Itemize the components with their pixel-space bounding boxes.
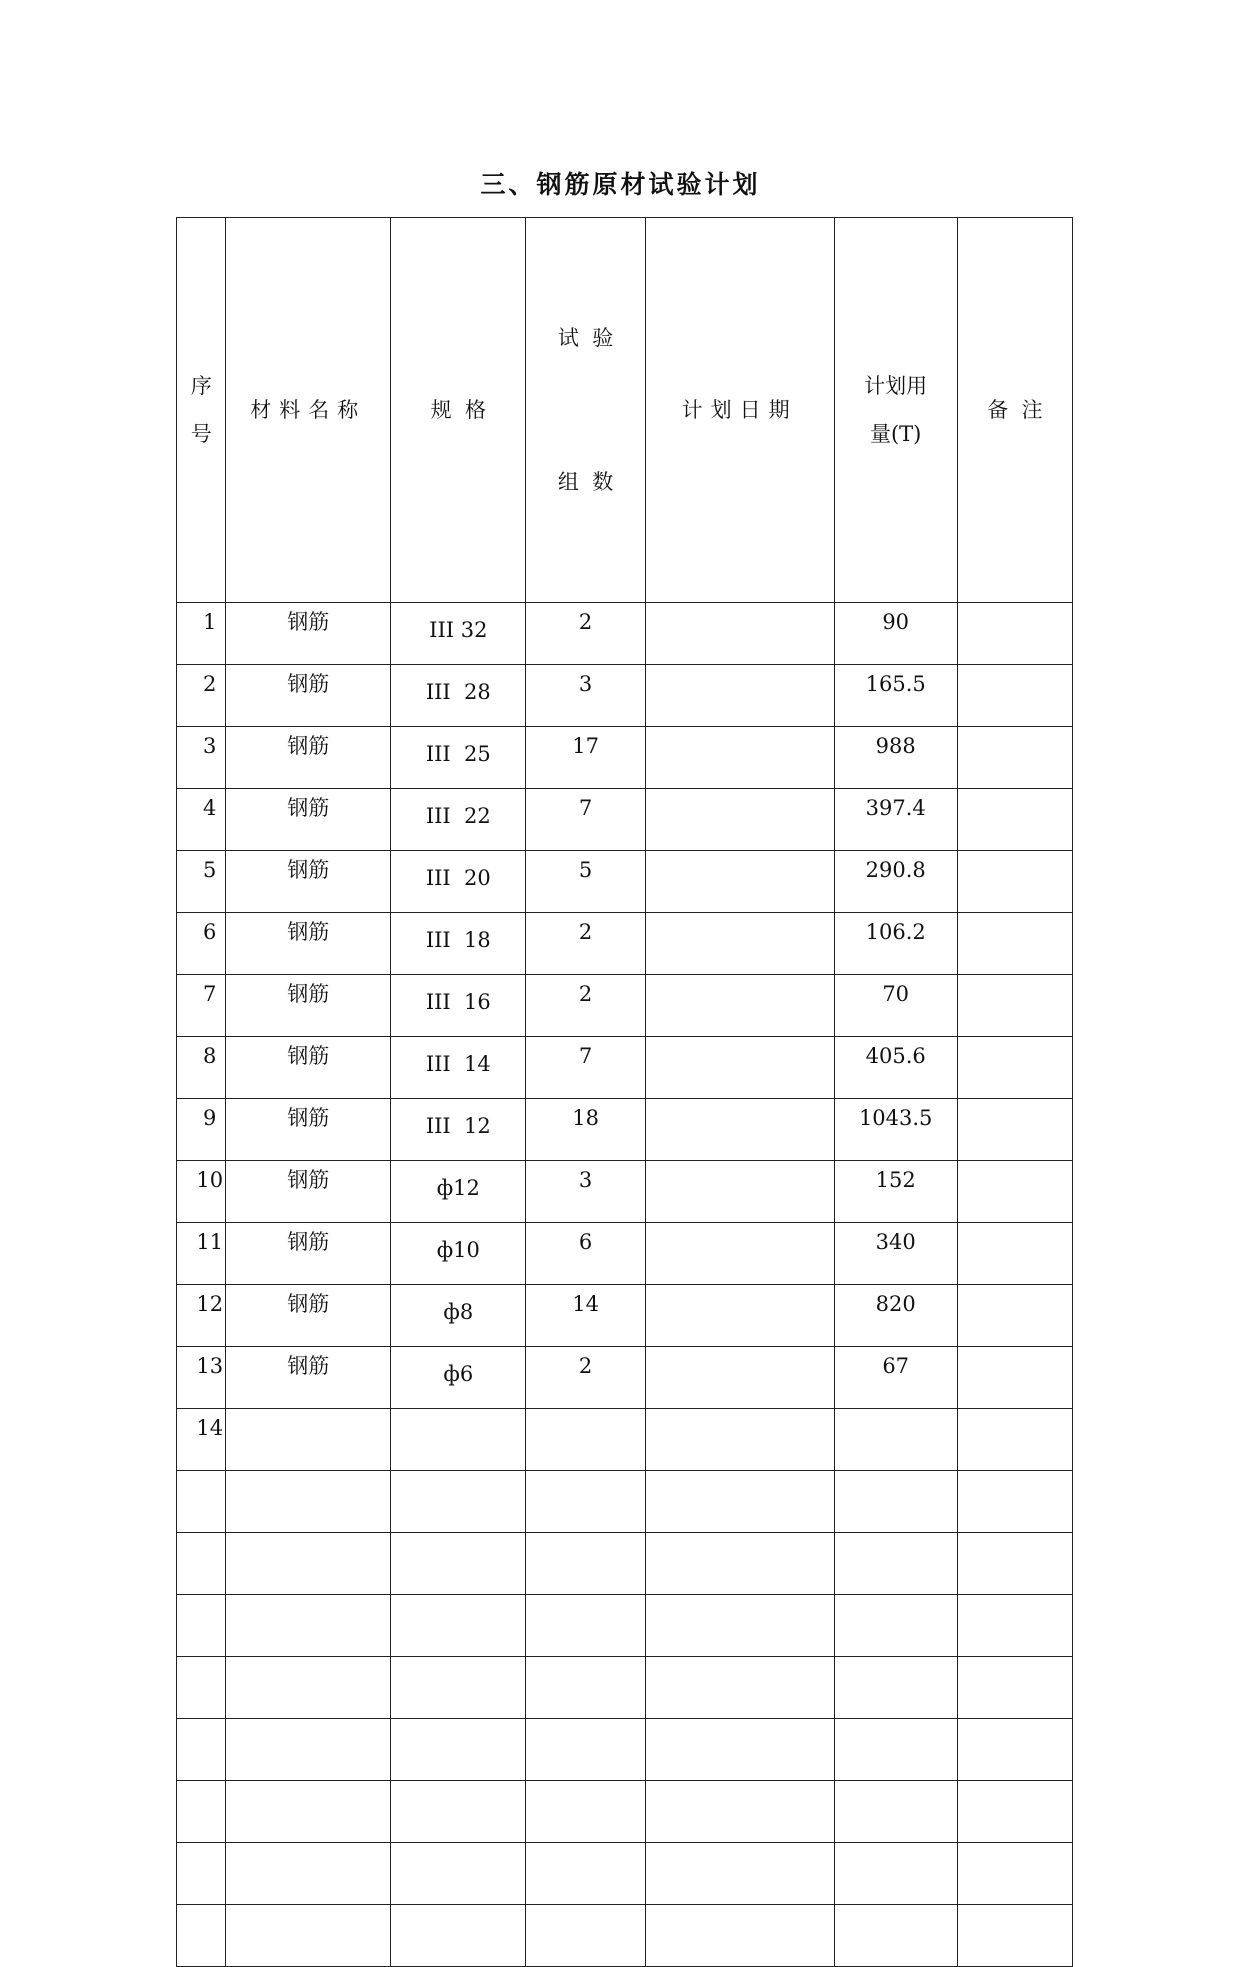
table-row bbox=[177, 1099, 1073, 1161]
cell-spec bbox=[391, 1781, 526, 1843]
cell-groups: 6 bbox=[526, 1223, 645, 1285]
table-row bbox=[177, 1533, 1073, 1595]
cell-remark bbox=[957, 1905, 1072, 1967]
cell-remark bbox=[957, 1409, 1072, 1471]
cell-date bbox=[645, 913, 834, 975]
cell-seq bbox=[177, 1905, 226, 1967]
cell-usage: 152 bbox=[834, 1161, 957, 1223]
cell-seq: 5 bbox=[177, 851, 226, 913]
cell-seq: 4 bbox=[177, 789, 226, 851]
cell-remark bbox=[957, 1781, 1072, 1843]
cell-usage: 165.5 bbox=[834, 665, 957, 727]
table-row bbox=[177, 913, 1073, 975]
cell-material: 钢筋 bbox=[226, 1285, 391, 1347]
table-row bbox=[177, 727, 1073, 789]
cell-usage bbox=[834, 1843, 957, 1905]
cell-groups: 17 bbox=[526, 727, 645, 789]
table-row bbox=[177, 665, 1073, 727]
table-row bbox=[177, 1719, 1073, 1781]
cell-remark bbox=[957, 1471, 1072, 1533]
cell-usage bbox=[834, 1471, 957, 1533]
cell-remark bbox=[957, 1595, 1072, 1657]
cell-usage: 70 bbox=[834, 975, 957, 1037]
cell-material: 钢筋 bbox=[226, 1161, 391, 1223]
cell-seq: 1 bbox=[177, 603, 226, 665]
cell-remark bbox=[957, 1533, 1072, 1595]
table-row bbox=[177, 603, 1073, 665]
cell-spec bbox=[391, 1719, 526, 1781]
cell-date bbox=[645, 1099, 834, 1161]
cell-material bbox=[226, 1471, 391, 1533]
header-row bbox=[177, 218, 1073, 603]
cell-spec bbox=[391, 1409, 526, 1471]
cell-remark bbox=[957, 1223, 1072, 1285]
page-title: 三、钢筋原材试验计划 bbox=[480, 170, 761, 199]
table-row bbox=[177, 1037, 1073, 1099]
table-body bbox=[177, 603, 1073, 1967]
cell-remark bbox=[957, 975, 1072, 1037]
cell-spec: III 28 bbox=[391, 665, 526, 727]
cell-groups: 3 bbox=[526, 665, 645, 727]
cell-groups bbox=[526, 1657, 645, 1719]
cell-spec: III 18 bbox=[391, 913, 526, 975]
cell-spec bbox=[391, 1533, 526, 1595]
cell-material bbox=[226, 1595, 391, 1657]
table-row bbox=[177, 1657, 1073, 1719]
cell-date bbox=[645, 1471, 834, 1533]
cell-groups bbox=[526, 1471, 645, 1533]
cell-date bbox=[645, 1781, 834, 1843]
cell-material bbox=[226, 1719, 391, 1781]
cell-usage: 397.4 bbox=[834, 789, 957, 851]
cell-date bbox=[645, 1037, 834, 1099]
cell-remark bbox=[957, 1099, 1072, 1161]
header-usage-line1: 计划用 bbox=[864, 374, 928, 398]
header-seq bbox=[177, 218, 226, 603]
table-row bbox=[177, 1905, 1073, 1967]
cell-seq: 12 bbox=[177, 1285, 226, 1347]
cell-groups: 5 bbox=[526, 851, 645, 913]
cell-seq: 9 bbox=[177, 1099, 226, 1161]
cell-date bbox=[645, 789, 834, 851]
cell-seq: 11 bbox=[177, 1223, 226, 1285]
table-row bbox=[177, 1161, 1073, 1223]
cell-usage: 290.8 bbox=[834, 851, 957, 913]
cell-groups: 7 bbox=[526, 789, 645, 851]
cell-groups: 7 bbox=[526, 1037, 645, 1099]
cell-groups bbox=[526, 1843, 645, 1905]
cell-date bbox=[645, 975, 834, 1037]
cell-spec: ф12 bbox=[391, 1161, 526, 1223]
cell-groups: 2 bbox=[526, 913, 645, 975]
header-groups-line2: 组 数 bbox=[557, 470, 614, 494]
cell-remark bbox=[957, 1285, 1072, 1347]
cell-material: 钢筋 bbox=[226, 1223, 391, 1285]
cell-material bbox=[226, 1781, 391, 1843]
cell-material: 钢筋 bbox=[226, 1037, 391, 1099]
table-row bbox=[177, 1285, 1073, 1347]
cell-remark bbox=[957, 603, 1072, 665]
cell-material: 钢筋 bbox=[226, 1347, 391, 1409]
cell-date bbox=[645, 1161, 834, 1223]
table-row bbox=[177, 1409, 1073, 1471]
cell-spec: III 25 bbox=[391, 727, 526, 789]
cell-material: 钢筋 bbox=[226, 603, 391, 665]
cell-spec: ф8 bbox=[391, 1285, 526, 1347]
cell-spec: III 12 bbox=[391, 1099, 526, 1161]
cell-seq bbox=[177, 1471, 226, 1533]
cell-date bbox=[645, 1843, 834, 1905]
cell-groups bbox=[526, 1905, 645, 1967]
header-groups bbox=[526, 218, 645, 603]
cell-seq: 2 bbox=[177, 665, 226, 727]
cell-spec: III 16 bbox=[391, 975, 526, 1037]
table-row bbox=[177, 1595, 1073, 1657]
cell-material: 钢筋 bbox=[226, 975, 391, 1037]
cell-groups: 2 bbox=[526, 1347, 645, 1409]
cell-seq bbox=[177, 1595, 226, 1657]
header-seq-line2: 号 bbox=[190, 422, 212, 446]
header-groups-line1: 试 验 bbox=[557, 326, 614, 350]
cell-material: 钢筋 bbox=[226, 913, 391, 975]
cell-groups: 2 bbox=[526, 975, 645, 1037]
cell-groups bbox=[526, 1409, 645, 1471]
cell-date bbox=[645, 1719, 834, 1781]
cell-remark bbox=[957, 851, 1072, 913]
cell-usage bbox=[834, 1595, 957, 1657]
cell-usage: 1043.5 bbox=[834, 1099, 957, 1161]
cell-seq bbox=[177, 1657, 226, 1719]
cell-groups: 18 bbox=[526, 1099, 645, 1161]
cell-remark bbox=[957, 727, 1072, 789]
cell-usage: 90 bbox=[834, 603, 957, 665]
cell-seq: 6 bbox=[177, 913, 226, 975]
cell-groups bbox=[526, 1533, 645, 1595]
cell-spec: III 20 bbox=[391, 851, 526, 913]
cell-groups: 3 bbox=[526, 1161, 645, 1223]
cell-material: 钢筋 bbox=[226, 1099, 391, 1161]
cell-usage: 340 bbox=[834, 1223, 957, 1285]
cell-remark bbox=[957, 1843, 1072, 1905]
cell-date bbox=[645, 1347, 834, 1409]
cell-usage: 106.2 bbox=[834, 913, 957, 975]
cell-seq: 7 bbox=[177, 975, 226, 1037]
cell-material: 钢筋 bbox=[226, 851, 391, 913]
cell-usage bbox=[834, 1781, 957, 1843]
cell-remark bbox=[957, 1657, 1072, 1719]
cell-date bbox=[645, 1657, 834, 1719]
cell-seq: 10 bbox=[177, 1161, 226, 1223]
cell-usage bbox=[834, 1533, 957, 1595]
cell-spec: ф6 bbox=[391, 1347, 526, 1409]
cell-remark bbox=[957, 1161, 1072, 1223]
cell-spec bbox=[391, 1843, 526, 1905]
cell-remark bbox=[957, 789, 1072, 851]
cell-date bbox=[645, 1223, 834, 1285]
cell-spec: III 22 bbox=[391, 789, 526, 851]
cell-remark bbox=[957, 665, 1072, 727]
cell-usage bbox=[834, 1657, 957, 1719]
header-usage bbox=[834, 218, 957, 603]
header-seq-line1: 序 bbox=[190, 374, 212, 398]
cell-spec bbox=[391, 1471, 526, 1533]
cell-usage bbox=[834, 1905, 957, 1967]
cell-usage: 405.6 bbox=[834, 1037, 957, 1099]
cell-spec bbox=[391, 1595, 526, 1657]
cell-material bbox=[226, 1657, 391, 1719]
cell-remark bbox=[957, 1037, 1072, 1099]
cell-date bbox=[645, 665, 834, 727]
cell-material: 钢筋 bbox=[226, 789, 391, 851]
cell-date bbox=[645, 1285, 834, 1347]
header-usage-line2: 量(T) bbox=[869, 422, 922, 446]
cell-date bbox=[645, 1409, 834, 1471]
cell-usage: 820 bbox=[834, 1285, 957, 1347]
table-row bbox=[177, 1781, 1073, 1843]
cell-material bbox=[226, 1843, 391, 1905]
cell-usage: 988 bbox=[834, 727, 957, 789]
cell-date bbox=[645, 1595, 834, 1657]
cell-seq bbox=[177, 1781, 226, 1843]
table-row bbox=[177, 1223, 1073, 1285]
cell-date bbox=[645, 1533, 834, 1595]
cell-spec: III 14 bbox=[391, 1037, 526, 1099]
cell-groups bbox=[526, 1719, 645, 1781]
table-row bbox=[177, 1843, 1073, 1905]
cell-spec: ф10 bbox=[391, 1223, 526, 1285]
cell-date bbox=[645, 727, 834, 789]
cell-material: 钢筋 bbox=[226, 665, 391, 727]
cell-seq: 13 bbox=[177, 1347, 226, 1409]
cell-seq: 8 bbox=[177, 1037, 226, 1099]
cell-material: 钢筋 bbox=[226, 727, 391, 789]
cell-remark bbox=[957, 1347, 1072, 1409]
cell-seq: 3 bbox=[177, 727, 226, 789]
cell-usage bbox=[834, 1719, 957, 1781]
cell-groups: 14 bbox=[526, 1285, 645, 1347]
cell-seq bbox=[177, 1533, 226, 1595]
cell-spec bbox=[391, 1657, 526, 1719]
cell-remark bbox=[957, 1719, 1072, 1781]
header-date: 计划日期 bbox=[645, 218, 834, 603]
cell-material bbox=[226, 1533, 391, 1595]
cell-usage: 67 bbox=[834, 1347, 957, 1409]
header-remark: 备 注 bbox=[957, 218, 1072, 603]
cell-seq bbox=[177, 1843, 226, 1905]
test-plan-table bbox=[176, 217, 1073, 1967]
table-row bbox=[177, 1471, 1073, 1533]
cell-spec: III 32 bbox=[391, 603, 526, 665]
cell-date bbox=[645, 603, 834, 665]
cell-material bbox=[226, 1905, 391, 1967]
table-row bbox=[177, 1347, 1073, 1409]
cell-seq: 14 bbox=[177, 1409, 226, 1471]
header-material: 材料名称 bbox=[226, 218, 391, 603]
cell-material bbox=[226, 1409, 391, 1471]
header-spec: 规 格 bbox=[391, 218, 526, 603]
table-row bbox=[177, 789, 1073, 851]
cell-seq bbox=[177, 1719, 226, 1781]
cell-date bbox=[645, 851, 834, 913]
cell-groups: 2 bbox=[526, 603, 645, 665]
table-row bbox=[177, 851, 1073, 913]
cell-groups bbox=[526, 1595, 645, 1657]
cell-date bbox=[645, 1905, 834, 1967]
cell-groups bbox=[526, 1781, 645, 1843]
cell-remark bbox=[957, 913, 1072, 975]
cell-usage bbox=[834, 1409, 957, 1471]
cell-spec bbox=[391, 1905, 526, 1967]
table-row bbox=[177, 975, 1073, 1037]
